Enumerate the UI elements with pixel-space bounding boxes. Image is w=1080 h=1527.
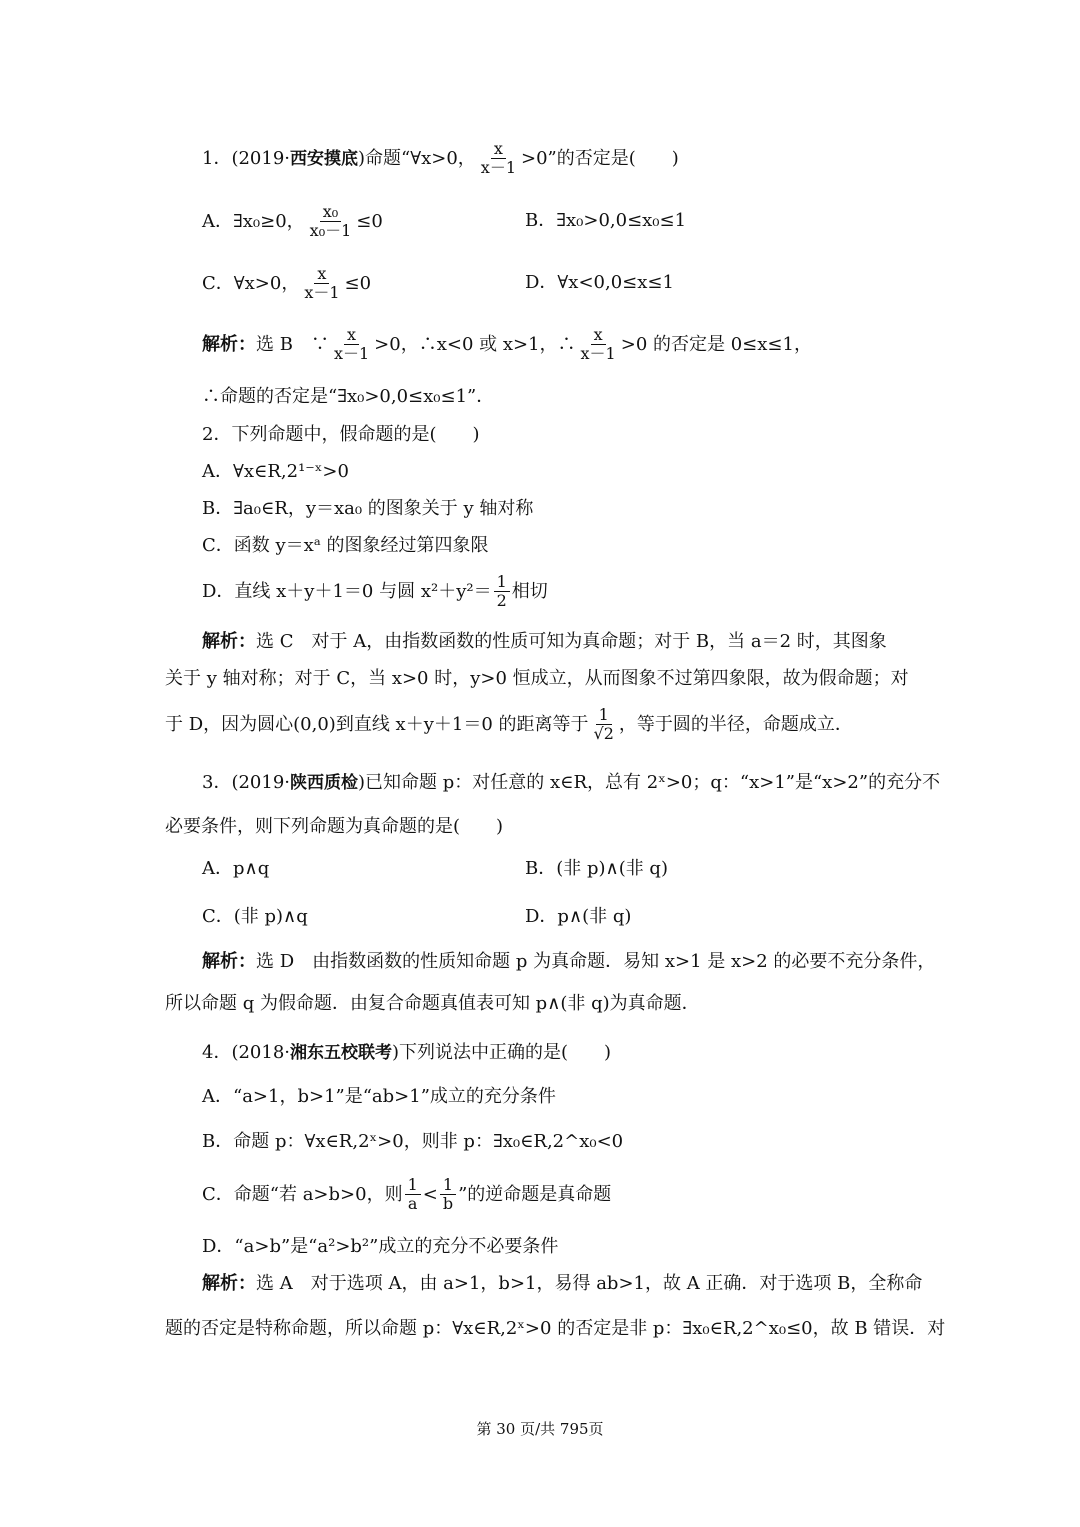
q2-solution-line3: 于 D，因为圆心(0,0)到直线 x＋y＋1＝0 的距离等于 $\frac{1}{√2}$ ，等于圆的半径，命题成立． (165, 705, 853, 744)
q1-option-d: D．∀x<0,0≤x≤1 (525, 272, 674, 293)
q3-option-d: D．p∧(非 q) (525, 906, 632, 927)
solution-label: 解析： (202, 333, 256, 355)
fraction: $\frac{x}{x-1}$ (304, 264, 340, 303)
q1-option-c: C．∀x>0， $\frac{x}{x-1}$ ≤0 (202, 264, 372, 303)
q2-stem: 2．下列命题中，假命题的是( ) (202, 424, 480, 445)
q3-solution-line1: 解析：选 D 由指数函数的性质知命题 p 为真命题．易知 x>1 是 x>2 的必要不充分条件， (202, 951, 936, 972)
q3-option-a: A．p∧q (202, 858, 270, 879)
q4-option-d: D．“a>b”是“a²>b²”成立的充分不必要条件 (202, 1236, 559, 1257)
q3-option-b: B．(非 p)∧(非 q) (525, 858, 668, 879)
fraction: $\frac{\text{x₀}}{\text{x₀－1}}$ (309, 202, 352, 241)
fraction: $\frac{1}{b}$ (440, 1176, 456, 1214)
solution-label: 解析： (202, 951, 256, 972)
q2-option-d: D．直线 x＋y＋1＝0 与圆 x²＋y²＝ $\frac{1}{2}$ 相切 (202, 572, 548, 611)
fraction: $\frac{x}{x-1}$ (333, 325, 370, 364)
page-number: 第 30 页/共 795页 (476, 1420, 604, 1438)
q1-source: 西安摸底 (290, 148, 359, 169)
q4-solution-line1: 解析：选 A 对于选项 A，由 a>1，b>1，易得 ab>1，故 A 正确．对于选项 B，全称命 (202, 1273, 923, 1294)
q4-option-c: C．命题“若 a>b>0，则 $\frac{1}{a}$ < $\frac{1}{b}$ ”的逆命题是真命题 (202, 1175, 612, 1214)
q4-source: 湘东五校联考 (290, 1043, 393, 1063)
fraction: $\frac{1}{2}$ (494, 573, 510, 611)
q4-option-b: B．命题 p：∀x∈R,2ˣ>0，则非 p：∃x₀∈R,2^x₀<0 (202, 1131, 624, 1152)
solution-label: 解析： (202, 631, 256, 652)
fraction: $\frac{x}{x-1}$ (580, 325, 616, 364)
q1-option-a: A．∃x₀≥0， $\frac{\text{x₀}}{\text{x₀－1}}$ ≤0 (202, 202, 383, 241)
q3-stem-line2: 必要条件，则下列命题为真命题的是( ) (165, 816, 504, 837)
q2-solution-line2: 关于 y 轴对称；对于 C，当 x>0 时，y>0 恒成立，从而图象不过第四象限，故为假命题；对 (165, 668, 909, 689)
q3-solution-line2: 所以命题 q 为假命题．由复合命题真值表可知 p∧(非 q)为真命题． (165, 993, 700, 1014)
fraction: $\frac{x}{x-1}$ (480, 139, 517, 178)
fraction: $\frac{1}{√2}$ (593, 705, 614, 744)
q1-stem: 1．(2019·西安摸底)命题“∀x>0， $\frac{x}{x-1}$ >0”的否定是( ) (202, 139, 679, 178)
q1-solution-line2: ∴命题的否定是“∃x₀>0,0≤x₀≤1”． (202, 386, 495, 407)
q3-option-c: C．(非 p)∧q (202, 906, 308, 927)
q3-stem: 3．(2019·陕西质检)已知命题 p：对任意的 x∈R，总有 2ˣ>0；q：“x>1”是“x>2”的充分不 (202, 772, 941, 793)
q2-option-c: C．函数 y＝xᵃ 的图象经过第四象限 (202, 535, 489, 556)
solution-label: 解析： (202, 1273, 256, 1294)
fraction: $\frac{1}{a}$ (405, 1176, 421, 1214)
q4-stem: 4．(2018·湘东五校联考)下列说法中正确的是( ) (202, 1042, 612, 1063)
q4-option-a: A．“a>1，b>1”是“ab>1”成立的充分条件 (202, 1086, 556, 1107)
q2-option-a: A．∀x∈R,2¹⁻ˣ>0 (202, 461, 349, 482)
q3-source: 陕西质检 (290, 773, 359, 793)
q4-solution-line2: 题的否定是特称命题，所以命题 p：∀x∈R,2ˣ>0 的否定是非 p：∃x₀∈R,2^x₀≤0，故 B 错误．对 (165, 1318, 946, 1339)
q1-solution-line1: 解析：选 B ∵ $\frac{x}{x-1}$ >0，∴x<0 或 x>1，∴ $\frac{x}{x-1}$ >0 的否定是 0≤x≤1， (202, 325, 812, 364)
q2-option-b: B．∃a₀∈R，y＝xa₀ 的图象关于 y 轴对称 (202, 498, 534, 519)
q2-solution-line1: 解析：选 C 对于 A，由指数函数的性质可知为真命题；对于 B，当 a＝2 时，其图象 (202, 631, 887, 652)
q1-option-b: B．∃x₀>0,0≤x₀≤1 (525, 210, 687, 231)
